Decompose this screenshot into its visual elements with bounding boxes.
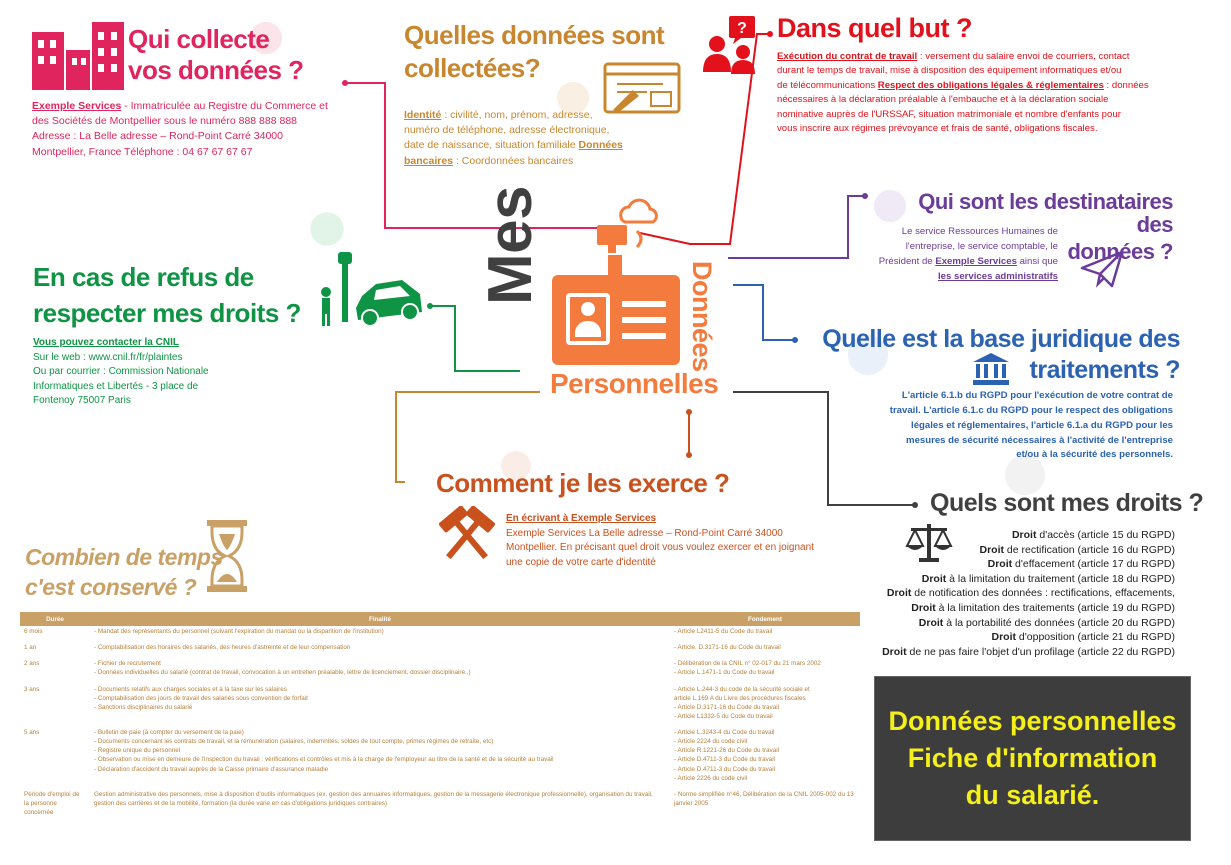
retention-purpose-cell (90, 684, 670, 728)
retention-purpose-cell (90, 658, 670, 683)
retention-basis-line: - Article L1332-5 du Code du travail (674, 712, 773, 720)
data-text (404, 108, 644, 169)
center-word-personnelles: Personnelles (550, 368, 719, 399)
rights-word: Droit (921, 572, 947, 585)
retention-basis-cell (670, 626, 860, 642)
retention-basis-line: - Article L.3243-4 du Code du travail (674, 729, 775, 736)
purpose-line4: nécessaires à la déclaration préalable à l'embauche et à la déclaration sociale (777, 94, 1109, 106)
retention-purpose-line: - Données individuelles du salarié (contrat de travail, convocation à un entretien préalable, lettre de licenciement, dossier disciplinaire..) (94, 669, 471, 677)
rights-item-text: d'effacement (article 17 du RGPD) (1012, 558, 1175, 571)
retention-purpose-line: - Fichier de recrutement (94, 660, 161, 668)
rights-item-text: à la limitation des traitements (article 19 du RGPD) (935, 601, 1175, 614)
rights-item-text: d'opposition (article 21 du RGPD) (1016, 631, 1175, 644)
collect-line1: - Immatriculée au Registre du Commerce et (121, 100, 328, 112)
poster-title-box (874, 676, 1191, 841)
retention-purpose-cell (90, 642, 670, 658)
recipients-line3b: ainsi que (1016, 255, 1058, 267)
legal-line5: et/ou à la sécurité des personnels. (1016, 449, 1173, 461)
rights-word: Droit (991, 631, 1016, 644)
col-header-finalite: Finalité (90, 612, 670, 626)
rights-item-text: de notification des données : rectifications, effacements, (911, 587, 1175, 600)
retention-purpose-cell (90, 789, 670, 823)
retention-table-header (20, 612, 860, 626)
table-row (20, 727, 860, 789)
rights-word: Droit (911, 601, 936, 614)
refuse-title-line1: En cas de refus de (33, 262, 254, 292)
retention-basis-line: - Délibération de la CNIL n° 02-017 du 21 mars 2002 (674, 660, 821, 668)
collect-title (128, 26, 304, 85)
people-question-icon (703, 14, 765, 76)
retention-basis-line: - Article D.4711-3 du Code du travail (674, 765, 776, 773)
purpose-line2: durant le temps de travail, mise à disposition des équipement informatiques et/ou (777, 65, 1122, 77)
rights-word: Droit (979, 543, 1005, 556)
retention-duration-cell: 6 mois (24, 628, 43, 635)
recipients-line1: Le service Ressources Humaines de (901, 226, 1058, 237)
rights-item-text: de ne pas faire l'objet d'un profilage (article 22 du RGPD) (906, 645, 1175, 658)
rights-list (850, 528, 1175, 659)
retention-basis-line: - Article D.3171-16 du Code du travail (674, 703, 780, 711)
form-edit-icon (603, 62, 681, 114)
refuse-line1: Sur le web : www.cnil.fr/fr/plaintes (33, 351, 183, 363)
duration-title-line1: Combien de temps (25, 544, 223, 570)
purpose-line6: vous inscrire aux régimes prévoyance et frais de santé, obligations fiscales. (777, 122, 1098, 134)
retention-basis-cell (670, 684, 860, 728)
retention-table-body (20, 626, 860, 823)
retention-basis-line: - Article 2224 du code civil (674, 738, 748, 746)
refuse-line3: Informatiques et Libertés - 3 place de (33, 380, 199, 392)
retention-purpose-line: - Bulletin de paie (à compter du versement de la paie) (94, 729, 244, 736)
rights-item-text: d'accès (article 15 du RGPD) (1036, 529, 1175, 541)
retention-purpose-line: - Déclaration d'accident du travail auprès de la Caisse primaire d'assurance maladie (94, 765, 329, 773)
retention-basis-cell (670, 642, 860, 658)
data-title-line2: collectées? (404, 53, 541, 84)
col-header-duree: Durée (20, 612, 90, 626)
exercise-key: En écrivant à Exemple Services (506, 513, 657, 524)
refuse-line4: Fontenoy 75007 Paris (33, 395, 131, 406)
courthouse-icon (972, 352, 1010, 386)
retention-basis-line: - Article R.1221-26 du Code du travail (674, 747, 780, 755)
retention-table-wrapper (20, 612, 860, 823)
collect-line2: des Sociétés de Montpellier sous le numéro 888 888 888 (32, 115, 298, 128)
rights-item-text: à la portabilité des données (article 20 du RGPD) (943, 616, 1175, 629)
legal-title-line1: Quelle est la base juridique des (822, 325, 1180, 353)
data-line3: date de naissance, situation familiale (404, 139, 579, 152)
purpose-line1: : versement du salaire envoi de courriers, contact (917, 51, 1130, 62)
table-row (20, 658, 860, 683)
rights-item (850, 601, 1175, 616)
table-row (20, 642, 860, 658)
center-word-mes: Mes (476, 185, 545, 305)
hammers-icon (436, 506, 498, 564)
cloud-computer-icon (593, 195, 665, 255)
recipients-title-line2: données ? (1067, 239, 1173, 265)
retention-duration-cell: 2 ans (24, 660, 40, 668)
hourglass-icon (207, 520, 247, 592)
center-block (476, 185, 719, 405)
retention-table (20, 612, 860, 823)
data-line1: : civilité, nom, prénom, adresse, (441, 109, 593, 121)
retention-basis-line: - Article 2226 du code civil (674, 774, 748, 782)
purpose-key-legal: Respect des obligations légales & réglementaires (877, 79, 1104, 91)
svg-text:?: ? (737, 20, 747, 37)
retention-duration-cell: Période d'emploi de la personne concernée (24, 790, 80, 816)
collect-line4: Montpellier, France Téléphone : 04 67 67 67 67 (32, 145, 253, 158)
refuse-title-line2: respecter mes droits ? (33, 298, 301, 329)
data-key-bank2: bancaires (404, 154, 454, 167)
rights-word: Droit (987, 558, 1013, 571)
retention-basis-line: - Article. D.3171-16 du Code du travail (674, 644, 781, 652)
collect-title-line1: Qui collecte (128, 24, 270, 54)
purpose-key-contract: Exécution du contrat de travail (777, 51, 918, 62)
retention-duration-cell: 3 ans (24, 685, 40, 693)
purpose-title: Dans quel but ? (777, 13, 972, 43)
retention-purpose-line: - Observation ou mise en demeure de l'inspection du travail : vérifications et contrôles et mis à la charge de l'employeur au titre de la santé et de la sécurité au travail (94, 756, 554, 764)
retention-basis-cell (670, 727, 860, 789)
rights-item (850, 572, 1175, 587)
poster-line3: du salarié. (965, 780, 1100, 810)
table-row (20, 626, 860, 642)
recipients-line3: Président de (878, 255, 936, 267)
refuse-text (33, 336, 293, 409)
data-line4: : Coordonnées bancaires (453, 154, 574, 167)
retention-purpose-line: - Comptabilisation des jours de travail des salariés sous convention de forfait (94, 694, 308, 702)
collect-company: Exemple Services (32, 100, 122, 112)
legal-text (845, 389, 1173, 463)
rights-item (850, 586, 1175, 601)
rights-word: Droit (886, 587, 912, 600)
retention-purpose-cell (90, 727, 670, 789)
retention-duration-cell: 5 ans (24, 729, 40, 736)
purpose-line5: nominative auprès de l'URSSAF, situation matrimoniale et nombre d'enfants pour (777, 108, 1121, 120)
exercise-title: Comment je les exerce ? (436, 468, 730, 498)
retention-purpose-line: Gestion administrative des personnels, mise à disposition d'outils informatiques (ex. gestion des annuaires informatiques, gestion de la messagerie électronique professionnelle), organisation du travail, gestion des carrières et de la mobilité, formation (la durée varie en cas d'obligations juridiques contraires) (94, 790, 653, 807)
retention-purpose-line: - Mandat des représentants du personnel (suivant l'expiration du mandat ou la disparition de l'institution) (94, 628, 384, 635)
legal-line1: L'article 6.1.b du RGPD pour l'exécution de votre contrat de (901, 390, 1173, 401)
col-header-fondement: Fondement (670, 612, 860, 626)
table-row (20, 684, 860, 728)
purpose-line3b: : données (1103, 79, 1149, 91)
recipients-key-company: Exemple Services (935, 255, 1017, 267)
retention-basis-line: article L.169 A du Livre des procédures fiscales (674, 694, 806, 702)
data-title-line1: Quelles données sont (404, 20, 665, 50)
data-line2: numéro de téléphone, adresse électronique, (404, 124, 610, 137)
retention-purpose-line: - Comptabilisation des horaires des salariés, des heures d'astreinte et de leur compensation (94, 644, 351, 652)
exercise-line3: une copie de votre carte d'identité (506, 556, 656, 568)
retention-duration-cell: 1 an (24, 644, 37, 652)
legal-line3: légales et réglementaires, l'article 6.1.a du RGPD pour les (911, 419, 1173, 431)
refuse-title (33, 264, 301, 328)
rights-item (850, 557, 1175, 572)
recipients-line2: l'entreprise, le service comptable, le (905, 240, 1058, 252)
poster-line2: Fiche d'information (907, 743, 1158, 773)
retention-basis-line: - Article L2411-5 du Code du travail (674, 628, 773, 635)
retention-basis-cell (670, 789, 860, 823)
retention-purpose-line: - Registre unique du personnel (94, 747, 181, 755)
collect-text (32, 99, 362, 160)
exercise-line2: Montpellier. En précisant quel droit vous voulez exercer et en joignant (506, 542, 814, 553)
rights-item (850, 645, 1175, 660)
purpose-text (777, 50, 1187, 136)
recipients-key-admin: les services administratifs (938, 270, 1058, 282)
retention-purpose-line: - Sanctions disciplinaires du salarié (94, 703, 193, 711)
refuse-line2: Ou par courrier : Commission Nationale (33, 366, 209, 377)
retention-basis-line: - Norme simplifiée n°46, Délibération de la CNIL 2005-002 du 13 janvier 2005 (674, 790, 854, 807)
exercise-line1: Exemple Services La Belle adresse – Rond-Point Carré 34000 (506, 527, 783, 539)
retention-purpose-cell (90, 626, 670, 642)
data-key-identity: Identité (404, 109, 442, 121)
buildings-icon (32, 18, 124, 90)
center-word-donnees: Données (687, 261, 717, 372)
retention-basis-cell (670, 658, 860, 683)
avatar-icon (566, 293, 610, 345)
legal-line2: travail. L'article 6.1.c du RGPD pour le respect des obligations (889, 404, 1173, 416)
retention-basis-line: - Article L.1471-1 du Code du travail (674, 669, 775, 677)
id-card (552, 275, 680, 365)
rights-item (850, 528, 1175, 543)
rights-word: Droit (1011, 529, 1037, 541)
purpose-line3: de télécommunications (777, 79, 878, 91)
recipients-text (850, 225, 1058, 284)
retention-purpose-line: - Documents relatifs aux charges sociales et à la taxe sur les salaires (94, 685, 287, 693)
retention-basis-line: - Article D.4711-3 du Code du travail (674, 756, 776, 764)
retention-purpose-line: - Documents concernant les contrats de travail, et la rémunération (salaires, indemnités, soldes de tout compte, primes régimes de retraite, etc) (94, 738, 494, 746)
collect-line3: Adresse : La Belle adresse – Rond-Point Carré 34000 (32, 130, 283, 143)
refuse-key-cnil: Vous pouvez contacter la CNIL (33, 337, 179, 348)
legal-title-line2: traitements ? (1029, 356, 1180, 385)
collect-title-line2: vos données ? (128, 55, 304, 86)
retention-basis-line: - Article L.244-3 du code de la sécurité sociale et (674, 685, 810, 693)
rights-item (850, 616, 1175, 631)
duration-title-line2: c'est conservé ? (25, 574, 197, 601)
duration-title (25, 545, 223, 599)
rights-item (850, 543, 1175, 558)
data-key-bank1: Données (578, 139, 623, 152)
poster-line1: Données personnelles (888, 706, 1177, 736)
table-row (20, 789, 860, 823)
exercise-text (506, 512, 866, 570)
rights-item-text: de rectification (article 16 du RGPD) (1004, 543, 1175, 556)
rights-word: Droit (918, 616, 944, 629)
car-crash-icon (318, 250, 426, 330)
rights-title: Quels sont mes droits ? (930, 489, 1204, 517)
recipients-title-line1: Qui sont les destinataires des (918, 189, 1173, 238)
rights-word: Droit (882, 645, 907, 658)
rights-item-text: à la limitation du traitement (article 18 du RGPD) (946, 572, 1175, 585)
legal-line4: mesures de sécurité nécessaires à l'activité de l'entreprise (906, 434, 1173, 446)
paper-plane-icon (1080, 250, 1124, 288)
rights-item (850, 630, 1175, 645)
